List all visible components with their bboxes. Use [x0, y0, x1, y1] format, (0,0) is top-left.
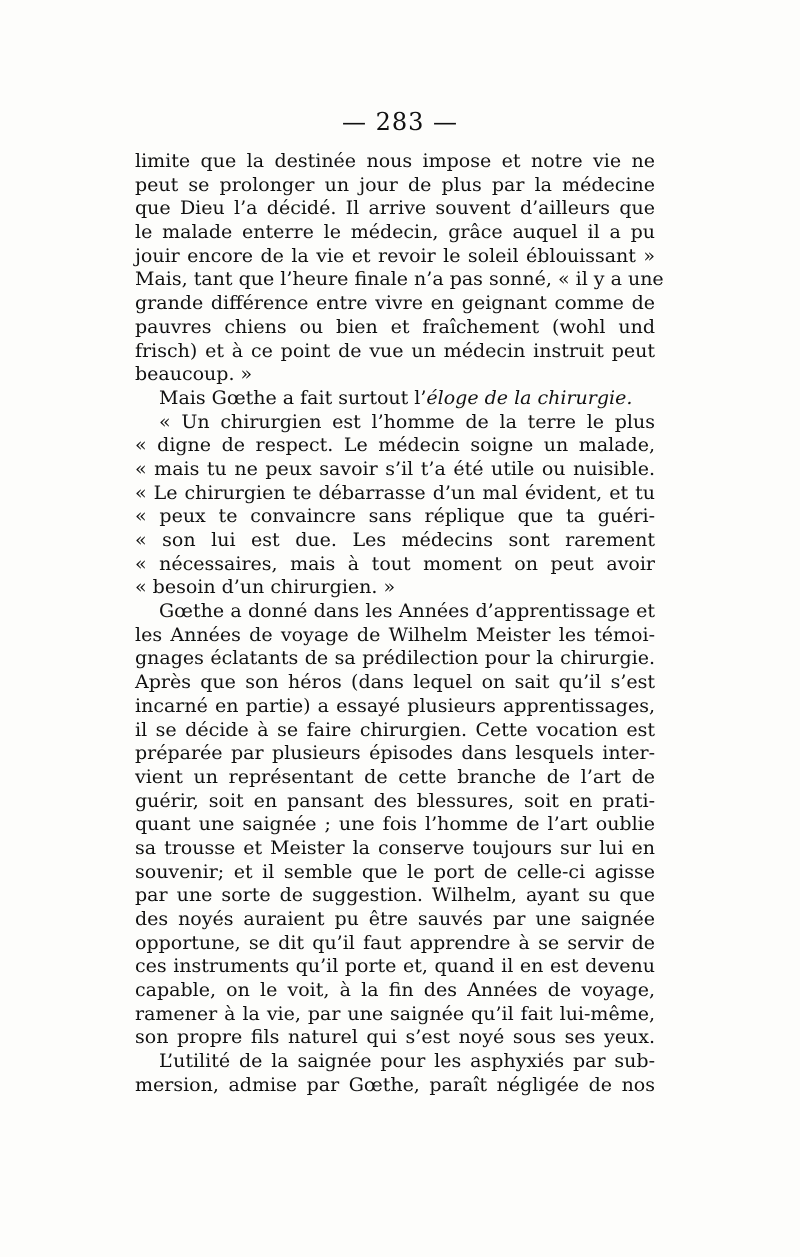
text-line-content: « Le chirurgien te débarrasse d’un mal évident, et tu: [135, 481, 655, 504]
text-line-content: opportune, se dit qu’il faut apprendre à se servir de: [135, 931, 655, 954]
text-line-content: « digne de respect. Le médecin soigne un malade,: [135, 434, 655, 457]
text-line-content: ces instruments qu’il porte et, quand il en est devenu: [135, 955, 655, 978]
text-line-content: limite que la destinée nous impose et notre vie ne: [135, 150, 655, 172]
text-line: [135, 671, 655, 695]
text-line: [135, 790, 655, 814]
text-line-content: « Un chirurgien est l’homme de la terre le plus: [159, 410, 655, 433]
text-line-content: peut se prolonger un jour de plus par la médecine: [135, 173, 655, 196]
text-line-content: frisch) et à ce point de vue un médecin instruit peut: [135, 339, 655, 362]
text-line: [135, 411, 655, 435]
text-line-content: que Dieu l’a décidé. Il arrive souvent d’ailleurs que: [135, 197, 655, 220]
italic-phrase: éloge de la chirurgie.: [426, 386, 633, 409]
text-line-content: « nécessaires, mais à tout moment on peut avoir: [135, 552, 655, 575]
text-line: [135, 576, 655, 600]
text-line: [135, 434, 655, 458]
text-line-content: Gœthe a donné dans les Années d’apprentissage et: [159, 600, 655, 623]
text-line-content: vient un représentant de cette branche de l’art de: [135, 765, 655, 788]
text-line: [135, 1026, 655, 1050]
text-line-content: gnages éclatants de sa prédilection pour la chirurgie.: [135, 647, 655, 670]
text-line: [135, 884, 655, 908]
text-line: [135, 174, 655, 198]
text-line: [135, 600, 655, 624]
text-line-content: préparée par plusieurs épisodes dans lesquels inter-: [135, 742, 655, 765]
text-line-content: Mais Gœthe a fait surtout l’: [159, 386, 427, 409]
text-line-content: « besoin d’un chirurgien. »: [135, 576, 396, 599]
text-line: [135, 955, 655, 979]
text-line-content: beaucoup. »: [135, 363, 253, 386]
body-text: [135, 150, 664, 1098]
text-line-content: les Années de voyage de Wilhelm Meister les témoi-: [135, 623, 655, 646]
text-line-content: Après que son héros (dans lequel on sait qu’il s’est: [135, 671, 655, 694]
text-line: [135, 624, 655, 648]
text-line: [135, 1074, 655, 1098]
text-line-content: sa trousse et Meister la conserve toujours sur lui en: [135, 836, 655, 859]
text-line-content: quant une saignée ; une fois l’homme de l’art oublie: [135, 813, 655, 836]
text-line-content: souvenir; et il semble que le port de celle-ci agisse: [135, 860, 655, 883]
text-line-content: « peux te convaincre sans réplique que ta guéri-: [135, 505, 655, 528]
text-line-content: le malade enterre le médecin, grâce auquel il a pu: [135, 221, 655, 244]
page-number: — 283 —: [341, 108, 459, 136]
text-line: [135, 647, 655, 671]
text-line: [135, 979, 655, 1003]
text-line: [135, 908, 655, 932]
text-line-content: mersion, admise par Gœthe, paraît négligée de nos: [135, 1073, 655, 1096]
text-line-content: Mais, tant que l’heure finale n’a pas sonné, « il y a une: [135, 268, 664, 291]
text-line: [135, 529, 655, 553]
text-line: [135, 861, 655, 885]
text-line: [135, 268, 664, 292]
text-line: [135, 340, 655, 364]
text-line: [135, 742, 655, 766]
text-line: [135, 695, 655, 719]
text-line-content: « son lui est due. Les médecins sont rarement: [135, 529, 655, 551]
text-line: [135, 221, 655, 245]
text-line-content: capable, on le voit, à la fin des Années de voyage,: [135, 979, 655, 1002]
text-line: [135, 932, 655, 956]
text-line: [135, 719, 655, 743]
text-line: [135, 482, 655, 506]
text-line: [135, 766, 655, 790]
text-line: [135, 387, 655, 411]
text-line: [135, 197, 655, 221]
text-line-content: pauvres chiens ou bien et fraîchement (wohl und: [135, 315, 655, 338]
text-line: [135, 245, 655, 269]
text-line-content: jouir encore de la vie et revoir le soleil éblouissant »: [135, 244, 655, 267]
text-line-content: par une sorte de suggestion. Wilhelm, ayant su que: [135, 884, 655, 907]
text-line: [135, 1003, 655, 1027]
text-line: [135, 292, 655, 316]
text-line: [135, 363, 655, 387]
text-line-content: ramener à la vie, par une saignée qu’il fait lui-même,: [135, 1002, 655, 1025]
text-line-content: il se décide à se faire chirurgien. Cette vocation est: [135, 718, 655, 741]
text-line: [135, 837, 655, 861]
text-line: [135, 1050, 655, 1074]
text-line: [135, 553, 655, 577]
text-line-content: « mais tu ne peux savoir s’il t’a été utile ou nuisible.: [135, 457, 655, 480]
text-line: [135, 150, 655, 174]
text-line-content: L’utilité de la saignée pour les asphyxiés par sub-: [159, 1050, 655, 1073]
text-line-content: des noyés auraient pu être sauvés par une saignée: [135, 908, 655, 930]
text-line: [135, 316, 655, 340]
text-line: [135, 505, 655, 529]
text-line: [135, 458, 655, 482]
text-line-content: son propre fils naturel qui s’est noyé sous ses yeux.: [135, 1026, 655, 1049]
text-line-content: grande différence entre vivre en geignant comme de: [135, 292, 655, 315]
text-line: [135, 813, 655, 837]
text-line-content: guérir, soit en pansant des blessures, soit en prati-: [135, 789, 655, 812]
text-line-content: incarné en partie) a essayé plusieurs apprentissages,: [135, 694, 655, 717]
